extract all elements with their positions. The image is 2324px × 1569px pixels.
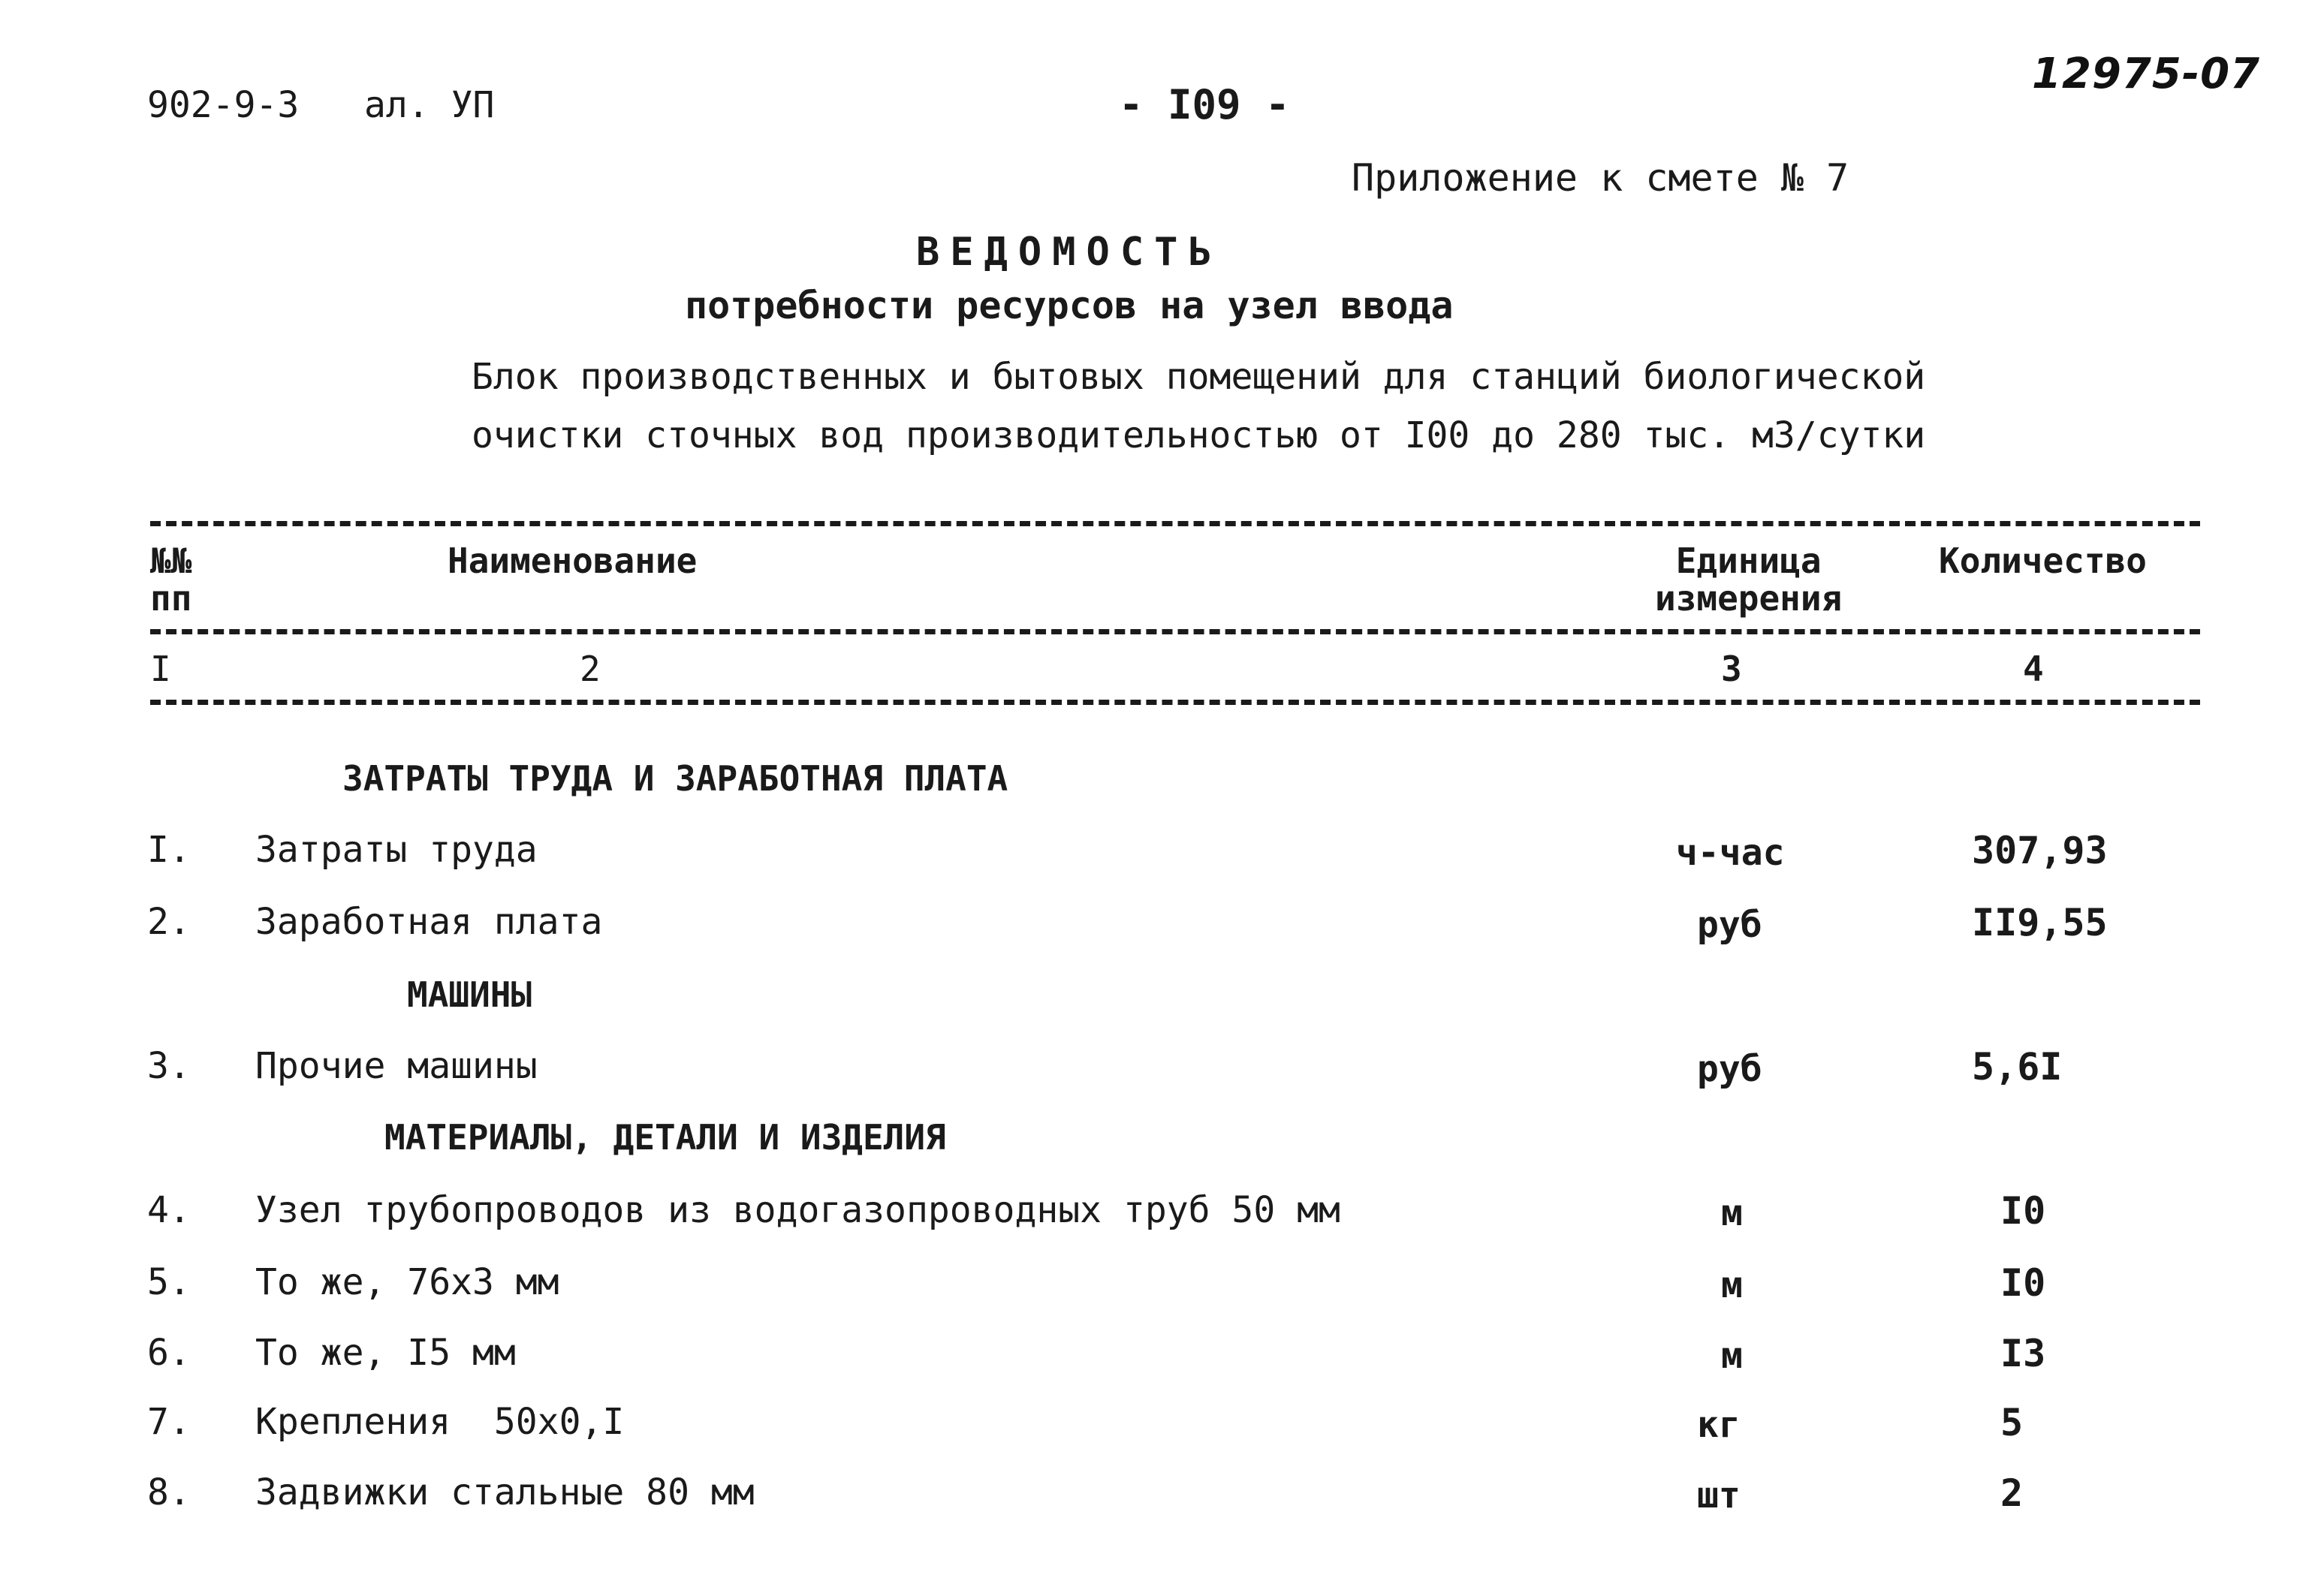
document-subtitle: потребности ресурсов на узел ввода xyxy=(685,284,1454,327)
column-number-3: 3 xyxy=(1721,649,1742,689)
column-header-unit: Единица измерения xyxy=(1655,541,1843,619)
description-line-2: очистки сточных вод производительностью от I00 до 280 тыс. м3/сутки xyxy=(472,414,1926,456)
row-name: То же, 76х3 мм xyxy=(255,1261,559,1303)
row-quantity: I3 xyxy=(2000,1332,2046,1375)
row-number: 7. xyxy=(147,1401,191,1443)
column-header-name: Наименование xyxy=(448,541,698,581)
column-header-number: №№ пп xyxy=(150,541,192,619)
row-quantity: 307,93 xyxy=(1972,829,2108,872)
section-title-machines: МАШИНЫ xyxy=(407,974,532,1015)
row-quantity: 2 xyxy=(2000,1471,2024,1515)
row-unit: м xyxy=(1721,1192,1743,1234)
row-number: 8. xyxy=(147,1471,191,1513)
row-name: Крепления 50х0,I xyxy=(255,1401,625,1443)
row-quantity: I0 xyxy=(2000,1261,2046,1305)
description-line-1: Блок производственных и бытовых помещений для станций биологической xyxy=(472,356,1926,398)
table-body-top-rule xyxy=(150,700,2200,705)
row-unit: шт xyxy=(1697,1474,1741,1516)
row-number: 6. xyxy=(147,1332,191,1374)
row-number: 2. xyxy=(147,901,191,943)
column-header-quantity: Количество xyxy=(1939,541,2147,581)
row-number: I. xyxy=(147,829,191,871)
page-number: - I09 - xyxy=(1119,81,1290,128)
row-unit: кг xyxy=(1697,1404,1741,1446)
row-name: Задвижки стальные 80 мм xyxy=(255,1471,755,1513)
row-name: Узел трубопроводов из водогазопроводных труб 50 мм xyxy=(255,1189,1340,1231)
document-code: 902-9-3 ал. УП xyxy=(147,84,495,126)
document-title: ВЕДОМОСТЬ xyxy=(916,230,1222,275)
row-unit: м xyxy=(1721,1264,1743,1306)
row-unit: ч-час xyxy=(1676,832,1785,874)
row-quantity: II9,55 xyxy=(1972,901,2108,944)
column-number-1: I xyxy=(150,649,171,689)
row-quantity: 5,6I xyxy=(1972,1045,2063,1089)
row-number: 4. xyxy=(147,1189,191,1231)
row-unit: руб xyxy=(1697,904,1762,946)
column-number-2: 2 xyxy=(580,649,601,689)
column-number-4: 4 xyxy=(2023,649,2044,689)
row-unit: м xyxy=(1721,1335,1743,1377)
row-quantity: I0 xyxy=(2000,1189,2046,1233)
row-number: 5. xyxy=(147,1261,191,1303)
section-title-materials: МАТЕРИАЛЫ, ДЕТАЛИ И ИЗДЕЛИЯ xyxy=(384,1117,946,1158)
row-name: Затраты труда xyxy=(255,829,538,871)
row-quantity: 5 xyxy=(2000,1401,2024,1444)
row-number: 3. xyxy=(147,1045,191,1087)
section-title-labor: ЗАТРАТЫ ТРУДА И ЗАРАБОТНАЯ ПЛАТА xyxy=(342,758,1008,799)
appendix-label: Приложение к смете № 7 xyxy=(1352,156,1849,200)
header-separator-rule xyxy=(150,629,2200,634)
row-name: Прочие машины xyxy=(255,1045,538,1087)
row-unit: руб xyxy=(1697,1048,1762,1090)
row-name: Заработная плата xyxy=(255,901,603,943)
handwritten-stamp-number: 12975-07 xyxy=(2032,50,2260,98)
table-top-rule xyxy=(150,521,2200,526)
row-name: То же, I5 мм xyxy=(255,1332,516,1374)
